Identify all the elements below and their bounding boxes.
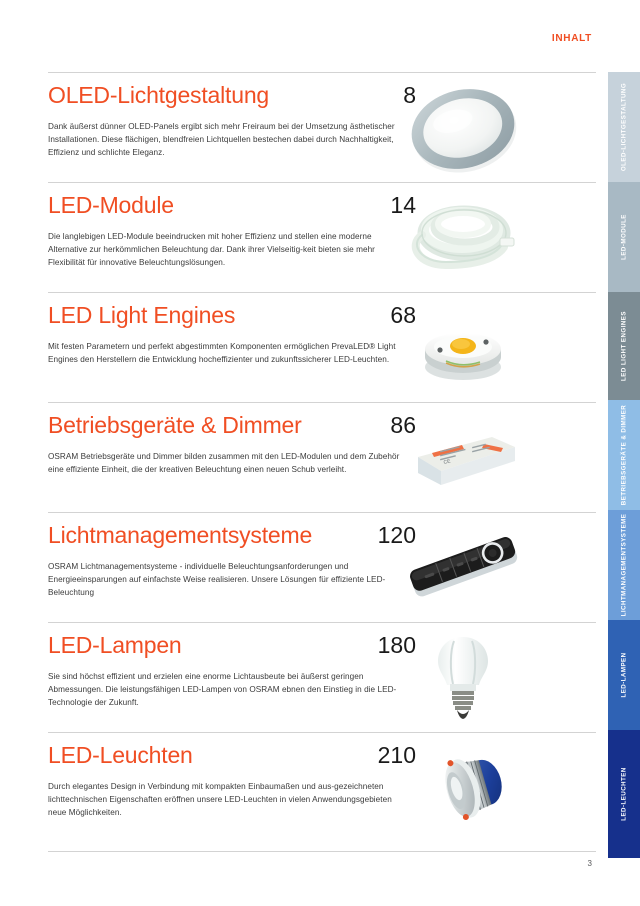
led-light-engine-photo <box>388 299 538 397</box>
toc-entry-text <box>48 73 428 160</box>
oled-panel-photo <box>388 79 538 177</box>
toc-entry-page-number: 14 <box>390 192 416 218</box>
table-of-contents <box>48 72 596 852</box>
toc-entry-title: Betriebsgeräte & Dimmer <box>48 412 302 438</box>
toc-entry-description: Dank äußerst dünner OLED-Panels ergibt sich mehr Freiraum bei der Umsetzung ästhetischer Installationen. Diese flächigen, blendfreien Lichtquellen bestechen dabei durch Nachhaltigkeit, Effizienz und schlichte Eleganz. <box>48 122 395 158</box>
led-downlight-photo <box>388 739 538 837</box>
section-tab-label: LICHTMANAGEMENTSYSTEME <box>620 513 628 617</box>
toc-entry-headrow <box>48 293 416 329</box>
section-tab-led-module[interactable] <box>608 182 640 292</box>
toc-entry[interactable] <box>48 622 596 732</box>
toc-entry-title: LED Light Engines <box>48 302 236 328</box>
toc-entry[interactable] <box>48 182 596 292</box>
toc-entry-text <box>48 623 428 710</box>
toc-entry[interactable] <box>48 292 596 402</box>
section-tab-label: BETRIEBSGERÄTE & DIMMER <box>620 404 628 506</box>
section-tab-label: OLED-LICHTGESTALTUNG <box>620 82 628 172</box>
toc-entry-page-number: 210 <box>377 742 416 768</box>
section-tab-label: LED LIGHT ENGINES <box>620 311 628 381</box>
toc-entry-description: Mit festen Parametern und perfekt abgestimmten Komponenten ermöglichen PrevaLED® Light Engines den Herstellern die Entwicklung hocheffizienter und zukunftssicherer LED-Leuchten. <box>48 342 396 365</box>
toc-entry-description: OSRAM Lichtmanagementsysteme - individuelle Beleuchtungsanforderungen und Energieeinsparungen auf einfachste Weise realisieren. Unsere Lösungen für effiziente LED-Beleuchtung <box>48 562 386 598</box>
led-driver-photo <box>388 409 538 507</box>
toc-entry-headrow <box>48 403 416 439</box>
section-tab-label: LED-LAMPEN <box>620 652 628 698</box>
toc-entry[interactable] <box>48 512 596 622</box>
toc-entry-page-number: 180 <box>377 632 416 658</box>
section-tab-oled-lichtgestaltung[interactable] <box>608 72 640 182</box>
section-tab-strip <box>608 72 640 858</box>
toc-entry-text <box>48 733 428 820</box>
toc-entry-title: Lichtmanagementsysteme <box>48 522 313 548</box>
toc-entry-page-number: 86 <box>390 412 416 438</box>
led-bulb-photo <box>388 629 538 727</box>
led-strip-coil-photo <box>388 189 538 287</box>
toc-entry-text <box>48 513 428 600</box>
page-header-label: INHALT <box>551 33 592 44</box>
section-tab-led-lampen[interactable] <box>608 620 640 730</box>
toc-entry-page-number: 68 <box>390 302 416 328</box>
toc-entry-text <box>48 403 428 476</box>
toc-entry-description: Durch elegantes Design in Verbindung mit kompakten Einbaumaßen und aus-gezeichneten lichttechnischen Eigenschaften eröffnen unsere LED-Leuchten in vielen Anwendungsgebieten neue Möglichkeiten. <box>48 782 392 818</box>
toc-entry-headrow <box>48 513 416 549</box>
section-tab-label: LED-MODULE <box>620 214 628 260</box>
toc-entry-title: OLED-Lichtgestaltung <box>48 82 270 108</box>
toc-entry-title: LED-Leuchten <box>48 742 193 768</box>
folio-page-number: 3 <box>587 859 592 868</box>
toc-entry-text <box>48 293 428 366</box>
toc-entry-text <box>48 183 428 270</box>
section-tab-led-light-engines[interactable] <box>608 292 640 400</box>
toc-entry-headrow <box>48 733 416 769</box>
toc-entry[interactable] <box>48 732 596 852</box>
section-tab-led-leuchten[interactable] <box>608 730 640 858</box>
section-tab-label: LED-LEUCHTEN <box>620 767 628 821</box>
toc-entry-description: Die langlebigen LED-Module beeindrucken mit hoher Effizienz und stellen eine moderne Alternative zur herkömmlichen Beleuchtung dar. Dank ihrer Vielseitig-keit bieten sie mehr Flexibilität für innovative Beleuchtungslösungen. <box>48 232 375 268</box>
svg-text:CE: CE <box>443 458 452 466</box>
toc-entry-title: LED-Lampen <box>48 632 182 658</box>
toc-entry[interactable] <box>48 72 596 182</box>
toc-entry-page-number: 8 <box>403 82 416 108</box>
toc-entry-description: Sie sind höchst effizient und erzielen eine enorme Lichtausbeute bei äußerst geringen Abmessungen. Die leistungsfähigen LED-Lampen von OSRAM ebnen den Einstieg in die LED-Technologie der Zukunft. <box>48 672 397 708</box>
toc-entry-page-number: 120 <box>377 522 416 548</box>
toc-entry-headrow <box>48 623 416 659</box>
section-tab-betriebsgeraete-dimmer[interactable] <box>608 400 640 510</box>
remote-control-photo <box>388 519 538 617</box>
toc-entry-title: LED-Module <box>48 192 174 218</box>
toc-entry-headrow <box>48 183 416 219</box>
toc-entry-description: OSRAM Betriebsgeräte und Dimmer bilden zusammen mit den LED-Modulen und dem Zubehör eine effiziente Einheit, die der kreativen Beleuchtung einen neuen Schub verleiht. <box>48 452 400 475</box>
section-tab-lichtmanagementsysteme[interactable] <box>608 510 640 620</box>
toc-entry-headrow <box>48 73 416 109</box>
toc-entry[interactable] <box>48 402 596 512</box>
